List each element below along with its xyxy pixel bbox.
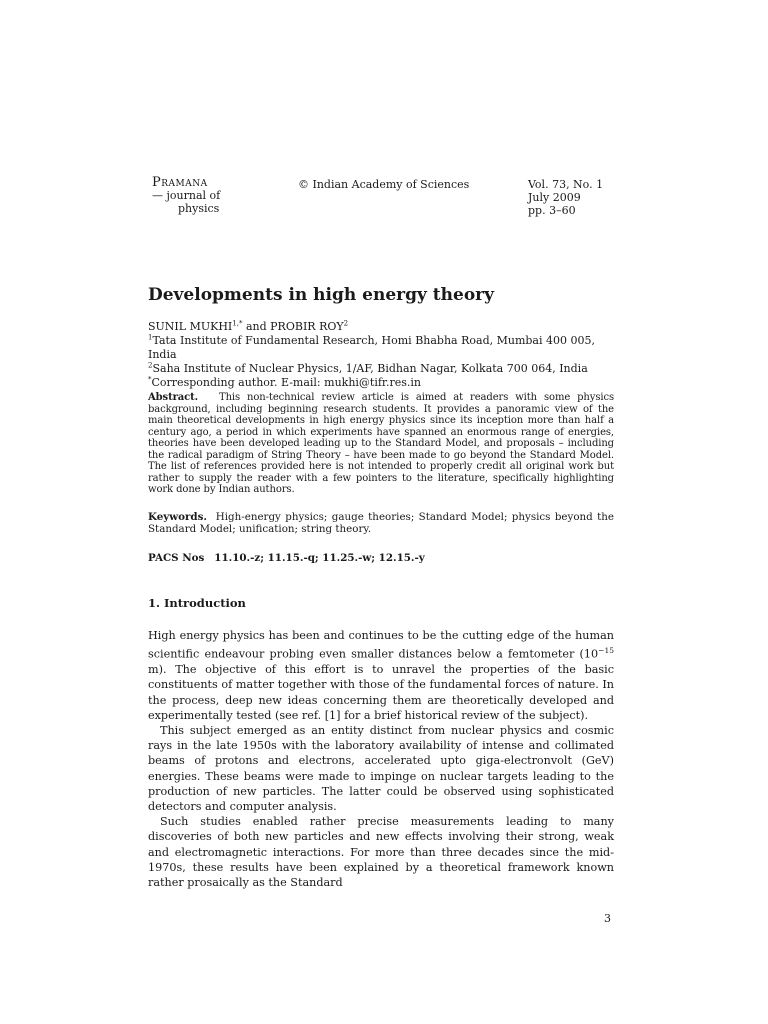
author-2-marks: 2: [343, 319, 349, 328]
corresponding-mark: *: [148, 375, 152, 384]
paragraph-2: This subject emerged as an entity distinct from nuclear physics and cosmic rays in the late 1950s with the laboratory availability of intense and collimated beams of protons and electrons, accelerated upto giga-electronvolt (GeV) energies. These beams were made to impinge on nuclear targets leading to the production of new particles. The latter could be observed using sophisticated detectors and computer analysis.: [148, 723, 614, 813]
corresponding-text: Corresponding author. E-mail: mukhi@tifr.res.in: [151, 376, 421, 389]
author-line: [148, 320, 614, 334]
paper-page: [148, 0, 614, 1024]
abstract: [148, 392, 614, 496]
author-name-2: PROBIR ROY: [270, 320, 344, 333]
copyright-notice: © Indian Academy of Sciences: [298, 178, 470, 191]
author-conjunction: and: [242, 320, 271, 333]
body-text: [148, 628, 614, 890]
affiliation-1-text: Tata Institute of Fundamental Research, Homi Bhabha Road, Mumbai 400 005, India: [148, 334, 595, 361]
journal-subtitle-line1: — journal of: [152, 189, 221, 202]
exponent: −15: [598, 646, 614, 656]
keywords: [148, 511, 614, 535]
journal-subtitle-line2: physics: [178, 202, 220, 215]
volume-info: [528, 178, 603, 217]
journal-name: Pramana: [152, 175, 208, 190]
affiliation-2-mark: 2: [148, 361, 153, 370]
paragraph-1: [148, 628, 614, 723]
volume-number: Vol. 73, No. 1: [528, 178, 604, 191]
affiliation-2: [148, 362, 614, 376]
pacs-numbers: [148, 552, 425, 564]
paragraph-1-part-b: m). The objective of this effort is to unravel the properties of the basic constituents of matter together with those of the fundamental forces of nature. In the process, deep new ideas concerning them are theoretically developed and experimentally tested (see ref. [1] for a brief historical review of the subject).: [148, 663, 614, 722]
abstract-text: This non-technical review article is aimed at readers with some physics background, including beginning research students. It provides a panoramic view of the main theoretical developments in high energy physics since its inception more than half a century ago, a period in which experiments have spanned an enormous range of energies, theories have been developed leading up to the Standard Model, and proposals – including the radical paradigm of String Theory – have been made to go beyond the Standard Model. The list of references provided here is not intended to properly credit all original work but rather to supply the reader with a few pointers to the literature, specifically highlighting work done by Indian authors.: [148, 392, 614, 495]
corresponding-author: [148, 376, 614, 390]
author-name-1: SUNIL MUKHI: [148, 320, 233, 333]
keywords-text: High-energy physics; gauge theories; Standard Model; physics beyond the Standard Model; unification; string theory.: [148, 511, 614, 535]
section-heading: 1. Introduction: [148, 596, 246, 610]
pacs-label: PACS Nos: [148, 552, 205, 564]
affiliation-1-mark: 1: [148, 333, 153, 342]
keywords-label: Keywords.: [148, 511, 207, 523]
journal-name-block: [152, 176, 220, 215]
pacs-codes: 11.10.-z; 11.15.-q; 11.25.-w; 12.15.-y: [214, 552, 425, 564]
paragraph-1-part-a: High energy physics has been and continues to be the cutting edge of the human scientific endeavour probing even smaller distances below a femtometer (10: [148, 629, 614, 661]
paper-title: Developments in high energy theory: [148, 285, 494, 305]
abstract-label: Abstract.: [148, 392, 199, 403]
page-range: pp. 3–60: [528, 204, 576, 217]
page-number: 3: [604, 912, 611, 925]
author-block: [148, 320, 614, 390]
affiliation-1: [148, 334, 614, 362]
paragraph-3: Such studies enabled rather precise measurements leading to many discoveries of both new particles and new effects involving their strong, weak and electromagnetic interactions. For more than three decades since the mid-1970s, these results have been explained by a theoretical framework known rather prosaically as the Standard: [148, 815, 614, 889]
affiliation-2-text: Saha Institute of Nuclear Physics, 1/AF, Bidhan Nagar, Kolkata 700 064, India: [152, 362, 588, 375]
issue-date: July 2009: [528, 191, 581, 204]
author-1-marks: 1,*: [232, 319, 243, 328]
